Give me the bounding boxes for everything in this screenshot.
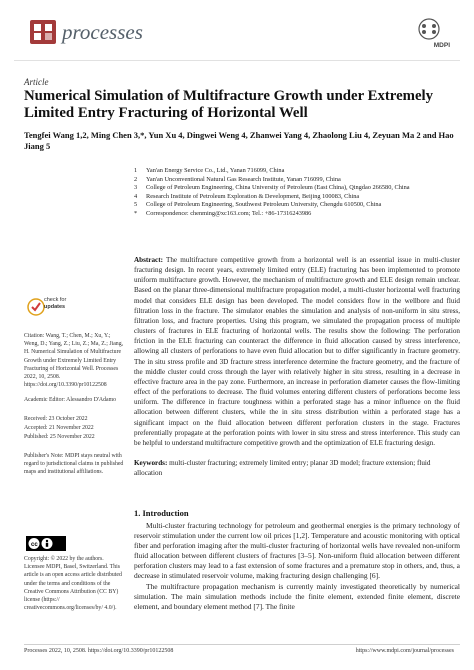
footer-journal-link[interactable]: https://www.mdpi.com/journal/processes	[355, 648, 454, 654]
paragraph: Multi-cluster fracturing technology for petroleum and geothermal energies is the primary technology of reservoir stimulation under the current low oil prices [1,2]. Temperature and acoustic monitoring with optical fiber and perforation imaging after the multi-cluster fracturing of horizontal wells have revealed non-uniform fluid allocation between different clusters of fractures [3–5]. Non-uniform fluid allocation between different perforation clusters may lead to a fast extension of some fractures and a premature stop in others, and, thus, a decrease in stimulated reservoir volume, making fracturing design challenging [6].	[134, 521, 460, 581]
creative-commons-icon[interactable]	[26, 536, 66, 551]
footer-divider	[24, 644, 460, 645]
affiliation-item: 1 Yan'an Energy Service Co., Ltd., Yanan 716099, China	[134, 167, 285, 174]
affiliations	[134, 167, 464, 219]
page-footer	[24, 648, 454, 654]
journal-logo-icon	[30, 20, 56, 44]
keywords-text: multi-cluster fracturing; extremely limited entry; planar 3D model; fracture extension; fluid allocation	[134, 459, 431, 478]
published-date: Published: 25 November 2022	[24, 434, 95, 440]
keywords-label: Keywords:	[134, 459, 168, 467]
abstract	[134, 255, 460, 448]
correspondence[interactable]: * Correspondence: chenming@xc163.com; Tel.: +86-17316243986	[134, 209, 312, 217]
paragraph: The multifracture propagation mechanism is currently mainly investigated theoretically by numerical simulation. The main simulation methods include the finite element, extended finite element, discrete element, and boundary element method [7]. The finite	[134, 581, 460, 611]
journal-header	[14, 14, 460, 54]
footer-citation[interactable]: Processes 2022, 10, 2508. https://doi.org/10.3390/pr10122508	[24, 648, 174, 654]
affiliation-item: 2 Yan'an Unconventional Natural Gas Research Institute, Yanan 716099, China	[134, 175, 341, 183]
check-for-updates[interactable]: check for updates	[44, 297, 67, 310]
citation: Citation: Wang, T.; Chen, M.; Xu, Y.; Weng, D.; Yang, Z.; Liu, Z.; Ma, Z.; Jiang, H. Numerical Simulation of Multifracture Growth under Extremely Limited Entry Fracturing of Horizontal Well. Processes 2022, 10, 2508. https://doi.org/10.3390/pr10122508	[24, 333, 124, 389]
publisher-name: MDPI	[433, 42, 450, 49]
academic-editor: Academic Editor: Alessandro D'Adamo	[24, 397, 116, 403]
abstract-label: Abstract:	[134, 256, 163, 264]
section-heading: 1. Introduction	[134, 508, 189, 518]
affiliation-item: 5 College of Petroleum Engineering, Southwest Petroleum University, Chengdu 610500, China	[134, 201, 382, 209]
affiliation-item: 4 Research Institute of Petroleum Exploration & Development, Beijing 100083, China	[134, 192, 360, 200]
accepted-date: Accepted: 21 November 2022	[24, 425, 94, 431]
abstract-text: The multifracture competitive growth from a horizontal well is an essential issue in multi-cluster fracturing design. In recent years, extremely limited entry (ELE) fracturing has been implemented to promote uniform multifracture growth. However, the mechanism of multifracture growth and ELE design remain unclear. Based on the planar three-dimensional multifracture propagation model, a multi-cluster horizontal well fracturing model that considers ELE design has been developed. The model considers flow in the wellbore and fluid filtration loss in the fracture. The simulator enables the simulation and analysis of non-uniform in situ stress, filtration loss, and fracture properties. Using this program, we simulated the propagation process of multiple clusters of fractures in ELE fracturing of horizontal wells. The results show the following: The perforation friction in the ELE fracturing can counteract the difference in fluid allocation caused by stress interference, allowing all clusters of perforations to have even fluid allocation but to differ significantly in fracture geometry. The in situ stress profile and 3D fracture stress interference determine the fracture geometry, and the fracture of the middle cluster could cross through the layer with relatively higher in situ stress, resulting in a decrease in effective fracture area in the pay zone. Furthermore, an increase in perforation diameter causes the flow-limiting effect of the perforations to decrease. The fluid volumes entering different clusters of perforations become less uniform. The difference in fracture toughness within a perforated stage has a minor influence on the fluid allocation between different clusters, while the in situ stress distribution within a perforated stage has a significant impact on the fluid allocation between different perforation clusters in the stage. Fractures preferentially propagate at the perforation points with lower in situ stress and stress interference. This study can be helpful to understand multifracture competitive growth and the optimization of ELE fracturing design.	[134, 256, 460, 447]
svg-text:cc: cc	[31, 542, 38, 548]
publisher-note: Publisher's Note: MDPI stays neutral with regard to jurisdictional claims in published maps and institutional affiliations.	[24, 453, 124, 476]
journal-name: processes	[62, 20, 143, 44]
author-list: Tengfei Wang 1,2, Ming Chen 3,*, Yun Xu 4, Dingwei Weng 4, Zhanwei Yang 4, Zhaolong Liu 4, Zeyuan Ma 2 and Hao Jiang 5	[24, 130, 454, 151]
article-title: Numerical Simulation of Multifracture Growth under Extremely Limited Entry Fracturing of Horizontal Well	[24, 88, 434, 121]
copyright: Copyright: © 2022 by the authors. Licensee MDPI, Basel, Switzerland. This article is an open access article distributed under the terms and conditions of the Creative Commons Attribution (CC BY) license (https:// creativecommons.org/licenses/by/ 4.0/).	[24, 556, 122, 612]
mdpi-logo-icon[interactable]	[412, 18, 446, 40]
received-date: Received: 23 October 2022	[24, 416, 88, 422]
affiliation-item: 3 College of Petroleum Engineering, China University of Petroleum (East China), Qingdao 266580, China	[134, 184, 410, 192]
introduction-text	[134, 521, 460, 612]
keywords	[134, 458, 460, 478]
article-type: Article	[24, 77, 49, 87]
header-divider	[14, 60, 460, 61]
